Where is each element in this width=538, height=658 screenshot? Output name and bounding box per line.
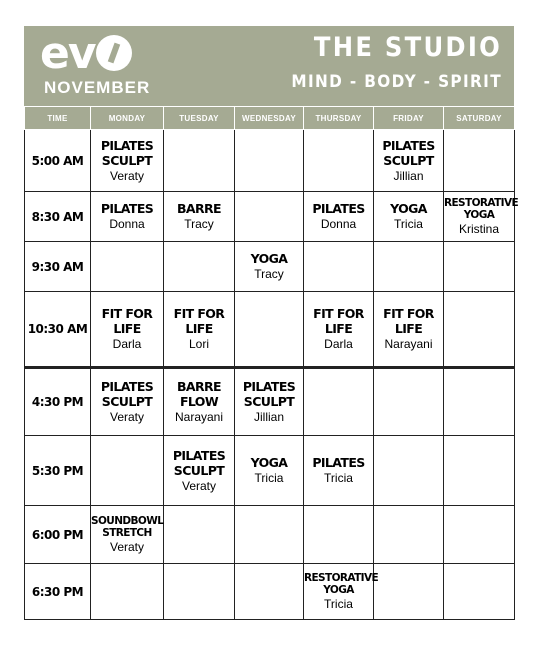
- class-name: PILATES: [312, 201, 365, 216]
- schedule-cell: [444, 130, 515, 192]
- schedule-row: [25, 436, 515, 506]
- class-name: FIT FOR LIFE: [313, 306, 364, 336]
- schedule-header: [24, 26, 514, 106]
- schedule-cell: [374, 436, 444, 506]
- logo-figure-icon: [96, 35, 132, 71]
- column-header-thursday: THURSDAY: [304, 107, 374, 130]
- schedule-cell: [374, 564, 444, 620]
- schedule-row: [25, 242, 515, 292]
- schedule-row: [25, 506, 515, 564]
- instructor-name: Jillian: [253, 410, 284, 424]
- class-name: FIT FOR LIFE: [173, 306, 225, 336]
- column-header-tuesday: TUESDAY: [164, 107, 235, 130]
- instructor-name: Darla: [324, 337, 353, 351]
- evo-logo: ev: [40, 29, 132, 79]
- schedule-cell: [235, 292, 304, 368]
- column-header-time: TIME: [25, 107, 91, 130]
- schedule-cell: [304, 506, 374, 564]
- schedule-row: [25, 192, 515, 242]
- schedule-cell: [235, 130, 304, 192]
- class-name: FIT FOR LIFE: [101, 306, 153, 336]
- schedule-cell: [235, 192, 304, 242]
- schedule-cell[interactable]: [91, 506, 164, 564]
- instructor-name: Jillian: [393, 168, 424, 183]
- schedule-cell: [444, 368, 515, 436]
- class-name: PILATES: [100, 201, 154, 216]
- schedule-cell: [444, 292, 515, 368]
- schedule-cell[interactable]: [304, 564, 379, 620]
- column-header-friday: FRIDAY: [374, 107, 444, 130]
- class-name: PILATES: [312, 455, 365, 470]
- schedule-cell[interactable]: [164, 368, 235, 436]
- schedule-row: [25, 130, 515, 192]
- schedule-cell[interactable]: [235, 368, 304, 436]
- instructor-name: Donna: [320, 217, 357, 231]
- schedule-cell: [91, 564, 164, 620]
- class-name: PILATES SCULPT: [100, 379, 154, 409]
- schedule-cell[interactable]: [444, 192, 519, 242]
- class-name: BARRE: [177, 201, 221, 216]
- studio-subtitle: MIND - BODY - SPIRIT: [291, 72, 502, 92]
- schedule-cell[interactable]: [164, 192, 235, 242]
- time-slot: 8:30 AM: [25, 192, 91, 242]
- schedule-cell[interactable]: [304, 292, 374, 368]
- studio-title: THE STUDIO: [313, 32, 502, 63]
- schedule-row: [25, 292, 515, 368]
- time-slot: 6:00 PM: [25, 506, 91, 564]
- instructor-name: Narayani: [384, 337, 433, 351]
- schedule-cell: [304, 130, 374, 192]
- instructor-name: Veraty: [109, 410, 145, 424]
- instructor-name: Narayani: [174, 410, 224, 424]
- instructor-name: Tracy: [254, 267, 284, 281]
- instructor-name: Veraty: [181, 478, 217, 493]
- schedule-cell[interactable]: [374, 292, 444, 368]
- schedule-cell[interactable]: [91, 130, 164, 192]
- class-name: RESTORATIVE YOGA: [304, 571, 379, 596]
- time-slot: 4:30 PM: [25, 368, 91, 436]
- schedule-cell[interactable]: [374, 130, 444, 192]
- instructor-name: Tricia: [324, 471, 353, 485]
- column-header-monday: MONDAY: [91, 107, 164, 130]
- schedule-cell[interactable]: [304, 436, 374, 506]
- class-name: YOGA: [250, 455, 288, 470]
- schedule-cell: [374, 506, 444, 564]
- schedule-cell: [235, 564, 304, 620]
- schedule-cell: [374, 242, 444, 292]
- instructor-name: Kristina: [458, 221, 499, 236]
- schedule-page: [24, 26, 519, 620]
- class-name: YOGA: [250, 251, 288, 266]
- schedule-cell: [91, 436, 164, 506]
- instructor-name: Tricia: [394, 217, 423, 231]
- schedule-cell: [304, 368, 374, 436]
- schedule-cell: [164, 564, 235, 620]
- schedule-cell[interactable]: [91, 292, 164, 368]
- column-header-saturday: SATURDAY: [444, 107, 515, 130]
- schedule-cell[interactable]: [235, 436, 304, 506]
- time-slot: 10:30 AM: [25, 292, 91, 368]
- day-header-row: [25, 107, 515, 130]
- schedule-cell: [444, 242, 515, 292]
- class-name: RESTORATIVE YOGA: [444, 196, 519, 221]
- schedule-cell[interactable]: [164, 436, 235, 506]
- class-name: PILATES SCULPT: [242, 379, 296, 409]
- time-slot: 9:30 AM: [25, 242, 91, 292]
- instructor-name: Veraty: [109, 539, 145, 554]
- schedule-cell: [374, 368, 444, 436]
- schedule-cell: [444, 506, 515, 564]
- instructor-name: Darla: [112, 337, 142, 351]
- class-name: FIT FOR LIFE: [383, 306, 434, 336]
- schedule-cell[interactable]: [235, 242, 304, 292]
- time-slot: 5:00 AM: [25, 130, 91, 192]
- instructor-name: Donna: [109, 217, 145, 231]
- schedule-table: [24, 106, 519, 620]
- schedule-cell[interactable]: [91, 192, 164, 242]
- schedule-cell: [444, 436, 515, 506]
- schedule-cell: [235, 506, 304, 564]
- schedule-row: [25, 564, 515, 620]
- schedule-cell: [164, 130, 235, 192]
- class-name: PILATES SCULPT: [172, 447, 226, 478]
- instructor-name: Tricia: [254, 471, 284, 485]
- schedule-cell[interactable]: [164, 292, 235, 368]
- class-name: SOUNDBOWL STRETCH: [91, 514, 164, 539]
- schedule-cell: [164, 242, 235, 292]
- class-name: PILATES SCULPT: [100, 137, 154, 168]
- schedule-cell[interactable]: [91, 368, 164, 436]
- schedule-cell: [164, 506, 235, 564]
- schedule-cell: [304, 242, 374, 292]
- class-name: BARRE FLOW: [177, 379, 221, 409]
- schedule-cell: [91, 242, 164, 292]
- schedule-cell[interactable]: [374, 192, 444, 242]
- class-name: PILATES SCULPT: [382, 137, 435, 168]
- schedule-cell[interactable]: [304, 192, 374, 242]
- time-slot: 5:30 PM: [25, 436, 91, 506]
- time-slot: 6:30 PM: [25, 564, 91, 620]
- instructor-name: Tracy: [184, 217, 214, 231]
- schedule-cell: [444, 564, 515, 620]
- column-header-wednesday: WEDNESDAY: [235, 107, 304, 130]
- schedule-row: [25, 368, 515, 436]
- instructor-name: Veraty: [109, 168, 145, 183]
- instructor-name: Tricia: [324, 596, 353, 611]
- class-name: YOGA: [390, 201, 427, 216]
- month-label: NOVEMBER: [44, 78, 151, 97]
- instructor-name: Lori: [188, 337, 209, 351]
